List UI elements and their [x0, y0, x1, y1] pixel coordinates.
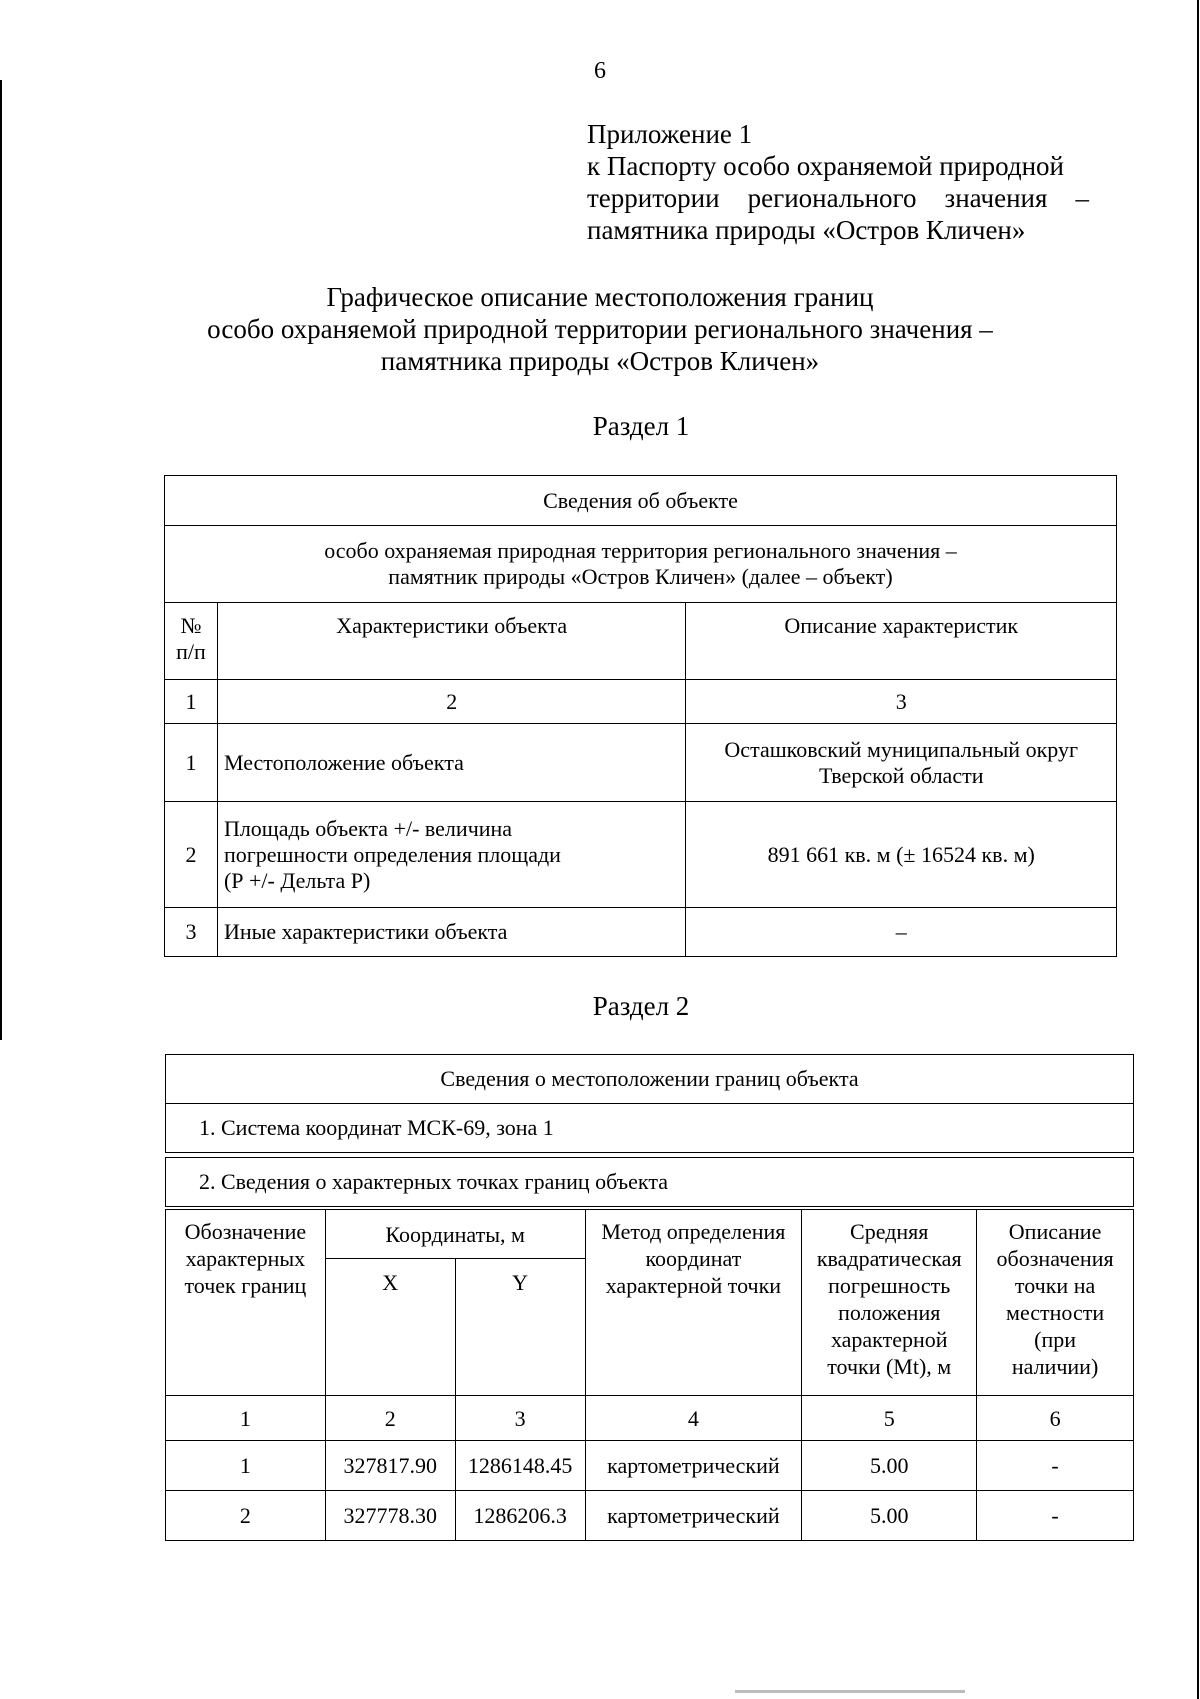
table-row	[165, 724, 1117, 802]
appendix-line-2: к Паспорту особо охраняемой природной	[587, 151, 1064, 181]
header-descr-line-4: местности	[1006, 1300, 1105, 1325]
header-descr-line-3: точки на	[1014, 1273, 1096, 1298]
row-number: 2	[165, 802, 218, 908]
header-descr-line-2: обозначения	[996, 1246, 1114, 1271]
appendix-line-4: памятника природы «Остров Кличен»	[587, 215, 1026, 245]
point-description: -	[977, 1441, 1134, 1491]
index-cell: 4	[585, 1396, 802, 1441]
point-x: 327778.30	[325, 1491, 455, 1541]
header-error	[802, 1210, 977, 1396]
point-id: 1	[166, 1441, 326, 1491]
left-margin-line	[0, 80, 2, 1040]
document-title	[150, 281, 1050, 377]
title-line-1: Графическое описание местоположения границ	[326, 282, 874, 312]
index-cell: 2	[325, 1396, 455, 1441]
row-name-line-1: Площадь объекта +/- величина	[223, 815, 513, 841]
header-descr-line-5: (при	[1034, 1327, 1077, 1352]
row-description-line-2: Тверской области	[818, 762, 984, 788]
points-info: 2. Сведения о характерных точках границ объекта	[166, 1158, 1134, 1207]
coordinate-system: 1. Система координат МСК-69, зона 1	[166, 1104, 1134, 1153]
header-error-line-2: квадратическая	[816, 1246, 962, 1271]
page-number: 6	[594, 58, 606, 84]
index-cell: 3	[455, 1396, 585, 1441]
section-1-heading: Раздел 1	[592, 411, 690, 441]
object-line-2: памятник природы «Остров Кличен» (далее – объект)	[388, 564, 893, 589]
header-point	[166, 1210, 326, 1396]
point-id: 2	[166, 1491, 326, 1541]
header-error-line-6: точки (Mt), м	[827, 1354, 952, 1379]
object-line-1: особо охраняемая природная территория регионального значения –	[324, 538, 957, 563]
header-coordinates: Координаты, м	[325, 1210, 585, 1259]
point-description: -	[977, 1491, 1134, 1541]
row-number: 1	[165, 724, 218, 802]
header-descr-line-6: наличии)	[1011, 1354, 1099, 1379]
points-info-table	[165, 1157, 1134, 1207]
index-cell: 1	[166, 1396, 326, 1441]
row-name	[217, 802, 686, 908]
header-error-line-5: характерной	[830, 1327, 948, 1352]
header-number-line-2: п/п	[176, 639, 206, 664]
header-error-line-4: положения	[838, 1300, 941, 1325]
point-y: 1286206.3	[455, 1491, 585, 1541]
object-table-title: Сведения об объекте	[165, 476, 1117, 526]
header-number-line-1: №	[180, 613, 202, 638]
header-method-line-2: координат	[645, 1246, 742, 1271]
scan-mark-bottom	[735, 1690, 965, 1693]
table-row	[166, 1441, 1134, 1491]
point-error: 5.00	[802, 1441, 977, 1491]
boundary-table-title: Сведения о местоположении границ объекта	[166, 1055, 1134, 1104]
point-x: 327817.90	[325, 1441, 455, 1491]
row-name-line-2: погрешности определения площади	[223, 841, 561, 867]
header-error-line-3: погрешность	[828, 1273, 951, 1298]
header-descr-line-1: Описание	[1008, 1219, 1102, 1244]
header-method-line-1: Метод определения	[601, 1219, 786, 1244]
point-y: 1286148.45	[455, 1441, 585, 1491]
table-row	[165, 908, 1117, 957]
appendix-header	[587, 118, 1089, 246]
index-cell: 3	[686, 680, 1117, 724]
point-method: картометрический	[585, 1491, 802, 1541]
header-description: Описание характеристик	[686, 603, 1117, 680]
row-name: Иные характеристики объекта	[217, 908, 686, 957]
section-2-heading: Раздел 2	[592, 991, 690, 1021]
header-point-line-2: характерных	[185, 1246, 306, 1271]
table-row	[166, 1491, 1134, 1541]
boundary-info-table	[165, 1054, 1134, 1104]
index-cell: 1	[165, 680, 218, 724]
table-row	[165, 802, 1117, 908]
header-point-line-1: Обозначение	[184, 1219, 307, 1244]
points-table	[165, 1209, 1134, 1541]
appendix-line-1: Приложение 1	[587, 119, 753, 149]
row-description-line-1: Осташковский муниципальный округ	[724, 736, 1079, 762]
row-number: 3	[165, 908, 218, 957]
row-name-line-3: (Р +/- Дельта Р)	[223, 867, 371, 893]
index-cell: 2	[217, 680, 686, 724]
row-name: Местоположение объекта	[217, 724, 686, 802]
row-description	[686, 724, 1117, 802]
header-y: Y	[455, 1259, 585, 1396]
point-method: картометрический	[585, 1441, 802, 1491]
title-line-3: памятника природы «Остров Кличен»	[380, 346, 820, 376]
coord-system-table	[165, 1103, 1134, 1153]
point-error: 5.00	[802, 1491, 977, 1541]
header-error-line-1: Средняя	[850, 1219, 929, 1244]
row-description: –	[686, 908, 1117, 957]
object-info-table	[164, 475, 1117, 957]
object-description	[165, 526, 1117, 603]
right-margin-line	[1197, 0, 1199, 1699]
header-point-description	[977, 1210, 1134, 1396]
header-characteristics: Характеристики объекта	[217, 603, 686, 680]
header-point-line-3: точек границ	[184, 1273, 307, 1298]
appendix-line-3: территории регионального значения –	[587, 183, 1089, 213]
header-x: X	[325, 1259, 455, 1396]
title-line-2: особо охраняемой природной территории регионального значения –	[207, 314, 993, 344]
row-description: 891 661 кв. м (± 16524 кв. м)	[686, 802, 1117, 908]
header-number	[165, 603, 218, 680]
index-cell: 6	[977, 1396, 1134, 1441]
index-cell: 5	[802, 1396, 977, 1441]
header-method-line-3: характерной точки	[605, 1273, 782, 1298]
header-method	[585, 1210, 802, 1396]
